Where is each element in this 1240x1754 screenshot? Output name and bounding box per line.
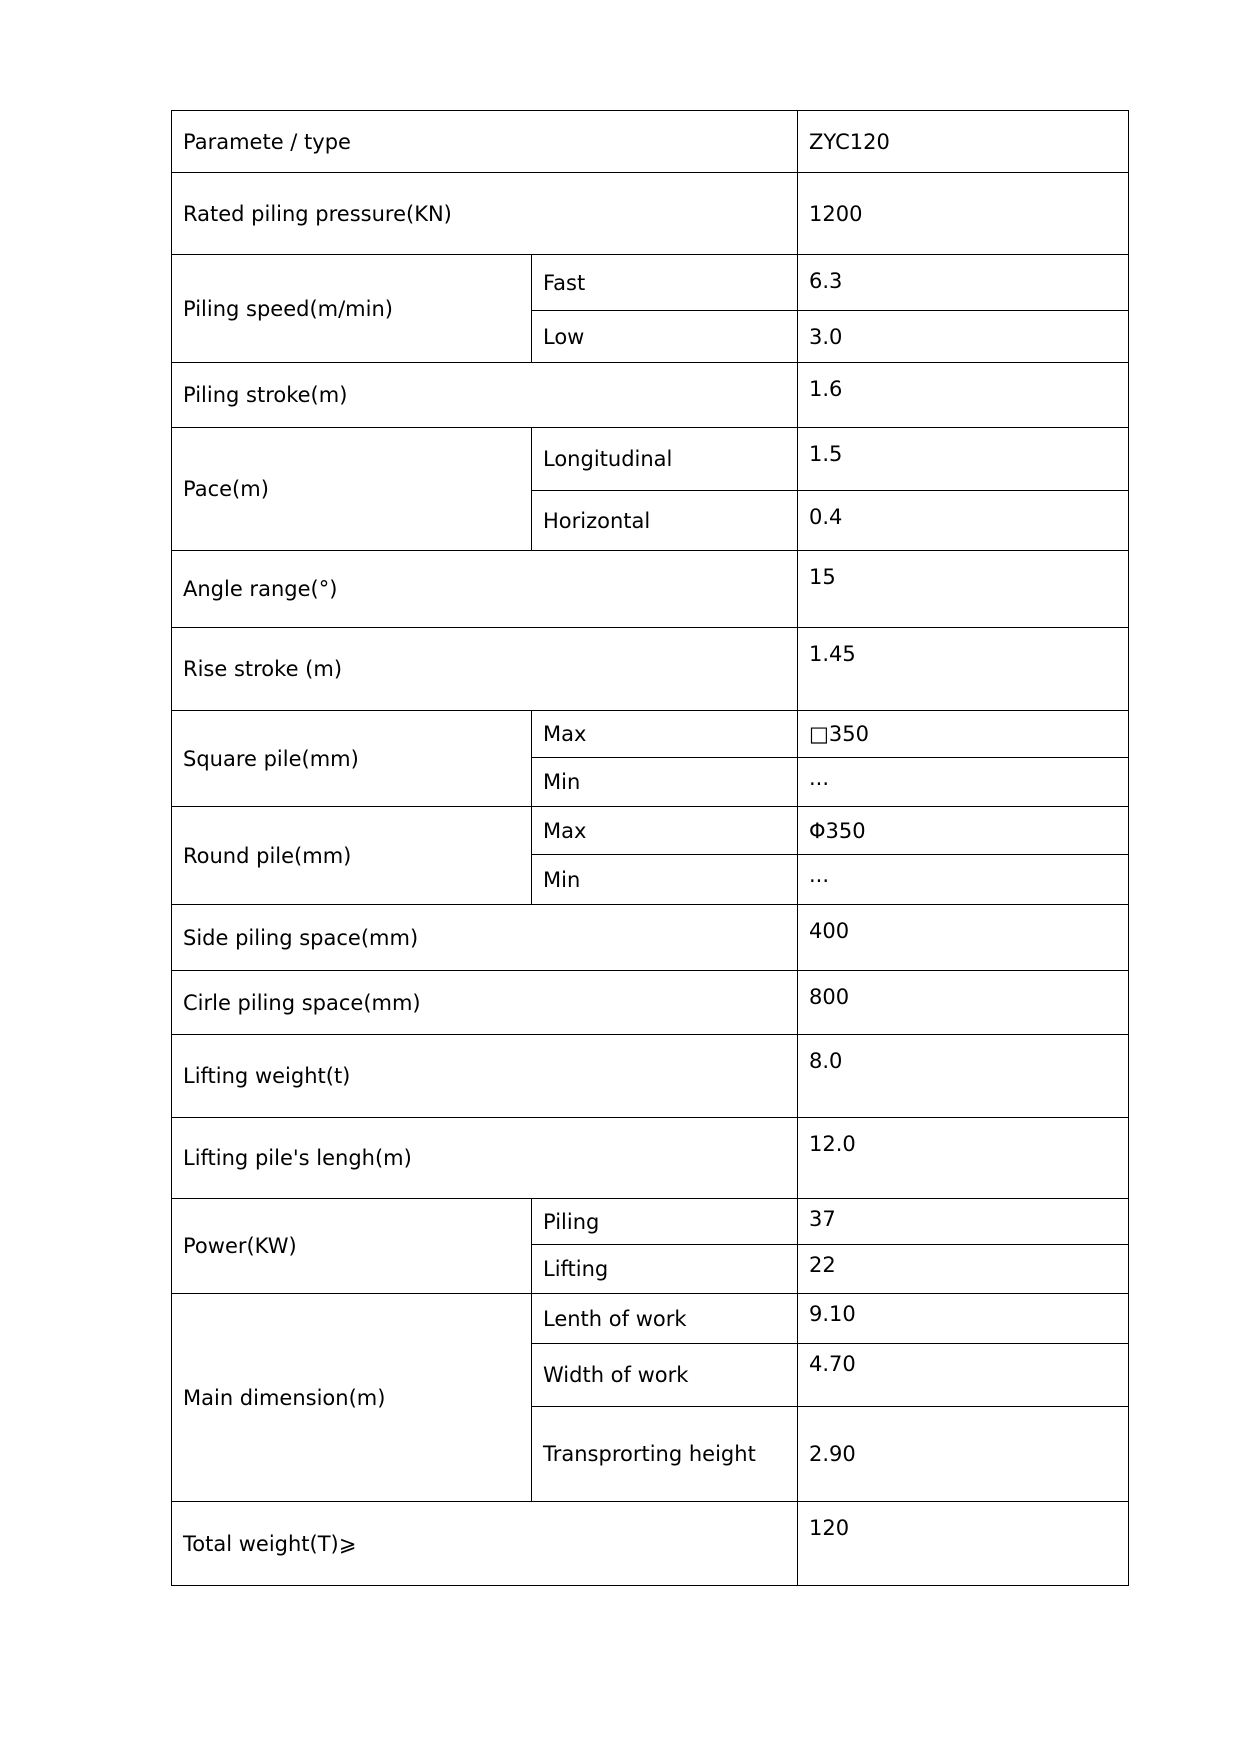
main-dimension-height-value: 2.90 — [798, 1407, 1129, 1502]
table-row — [172, 711, 1129, 758]
main-dimension-width-label: Width of work — [532, 1344, 798, 1407]
square-pile-min-label: Min — [532, 758, 798, 807]
pace-longitudinal-label: Longitudinal — [532, 428, 798, 491]
table-row — [172, 971, 1129, 1035]
table-row — [172, 111, 1129, 173]
piling-speed-label: Piling speed(m/min) — [172, 255, 532, 363]
main-dimension-label: Main dimension(m) — [172, 1294, 532, 1502]
table-row — [172, 1502, 1129, 1586]
side-piling-space-label: Side piling space(mm) — [172, 905, 798, 971]
piling-speed-fast-value: 6.3 — [798, 255, 1129, 311]
pace-horizontal-label: Horizontal — [532, 491, 798, 551]
table-row — [172, 255, 1129, 311]
power-piling-value: 37 — [798, 1199, 1129, 1245]
piling-speed-low-label: Low — [532, 311, 798, 363]
table-row — [172, 1035, 1129, 1118]
rated-pressure-label: Rated piling pressure(KN) — [172, 173, 798, 255]
circle-piling-space-value: 800 — [798, 971, 1129, 1035]
header-label: Paramete / type — [172, 111, 798, 173]
header-model: ZYC120 — [798, 111, 1129, 173]
angle-range-label: Angle range(°) — [172, 551, 798, 628]
table-row — [172, 428, 1129, 491]
square-pile-max-value: □350 — [798, 711, 1129, 758]
power-lifting-value: 22 — [798, 1245, 1129, 1294]
rise-stroke-label: Rise stroke (m) — [172, 628, 798, 711]
spec-table — [171, 110, 1129, 1586]
main-dimension-length-label: Lenth of work — [532, 1294, 798, 1344]
total-weight-label: Total weight(T)⩾ — [172, 1502, 798, 1586]
table-row — [172, 1118, 1129, 1199]
main-dimension-length-value: 9.10 — [798, 1294, 1129, 1344]
pace-horizontal-value: 0.4 — [798, 491, 1129, 551]
total-weight-value: 120 — [798, 1502, 1129, 1586]
square-pile-max-label: Max — [532, 711, 798, 758]
square-pile-label: Square pile(mm) — [172, 711, 532, 807]
main-dimension-width-value: 4.70 — [798, 1344, 1129, 1407]
table-row — [172, 628, 1129, 711]
power-label: Power(KW) — [172, 1199, 532, 1294]
table-row — [172, 807, 1129, 855]
rated-pressure-value: 1200 — [798, 173, 1129, 255]
piling-stroke-label: Piling stroke(m) — [172, 363, 798, 428]
round-pile-max-value: Φ350 — [798, 807, 1129, 855]
table-row — [172, 173, 1129, 255]
round-pile-max-label: Max — [532, 807, 798, 855]
power-piling-label: Piling — [532, 1199, 798, 1245]
round-pile-min-label: Min — [532, 855, 798, 905]
piling-speed-fast-label: Fast — [532, 255, 798, 311]
round-pile-label: Round pile(mm) — [172, 807, 532, 905]
side-piling-space-value: 400 — [798, 905, 1129, 971]
round-pile-min-value: ··· — [798, 855, 1129, 905]
power-lifting-label: Lifting — [532, 1245, 798, 1294]
piling-stroke-value: 1.6 — [798, 363, 1129, 428]
main-dimension-height-label: Transprorting height — [532, 1407, 798, 1502]
table-row — [172, 551, 1129, 628]
table-row — [172, 905, 1129, 971]
square-pile-min-value: ··· — [798, 758, 1129, 807]
piling-speed-low-value: 3.0 — [798, 311, 1129, 363]
lifting-pile-length-value: 12.0 — [798, 1118, 1129, 1199]
angle-range-value: 15 — [798, 551, 1129, 628]
table-row — [172, 1199, 1129, 1245]
rise-stroke-value: 1.45 — [798, 628, 1129, 711]
lifting-weight-label: Lifting weight(t) — [172, 1035, 798, 1118]
table-row — [172, 363, 1129, 428]
lifting-weight-value: 8.0 — [798, 1035, 1129, 1118]
table-row — [172, 1294, 1129, 1344]
lifting-pile-length-label: Lifting pile's lengh(m) — [172, 1118, 798, 1199]
pace-longitudinal-value: 1.5 — [798, 428, 1129, 491]
circle-piling-space-label: Cirle piling space(mm) — [172, 971, 798, 1035]
pace-label: Pace(m) — [172, 428, 532, 551]
